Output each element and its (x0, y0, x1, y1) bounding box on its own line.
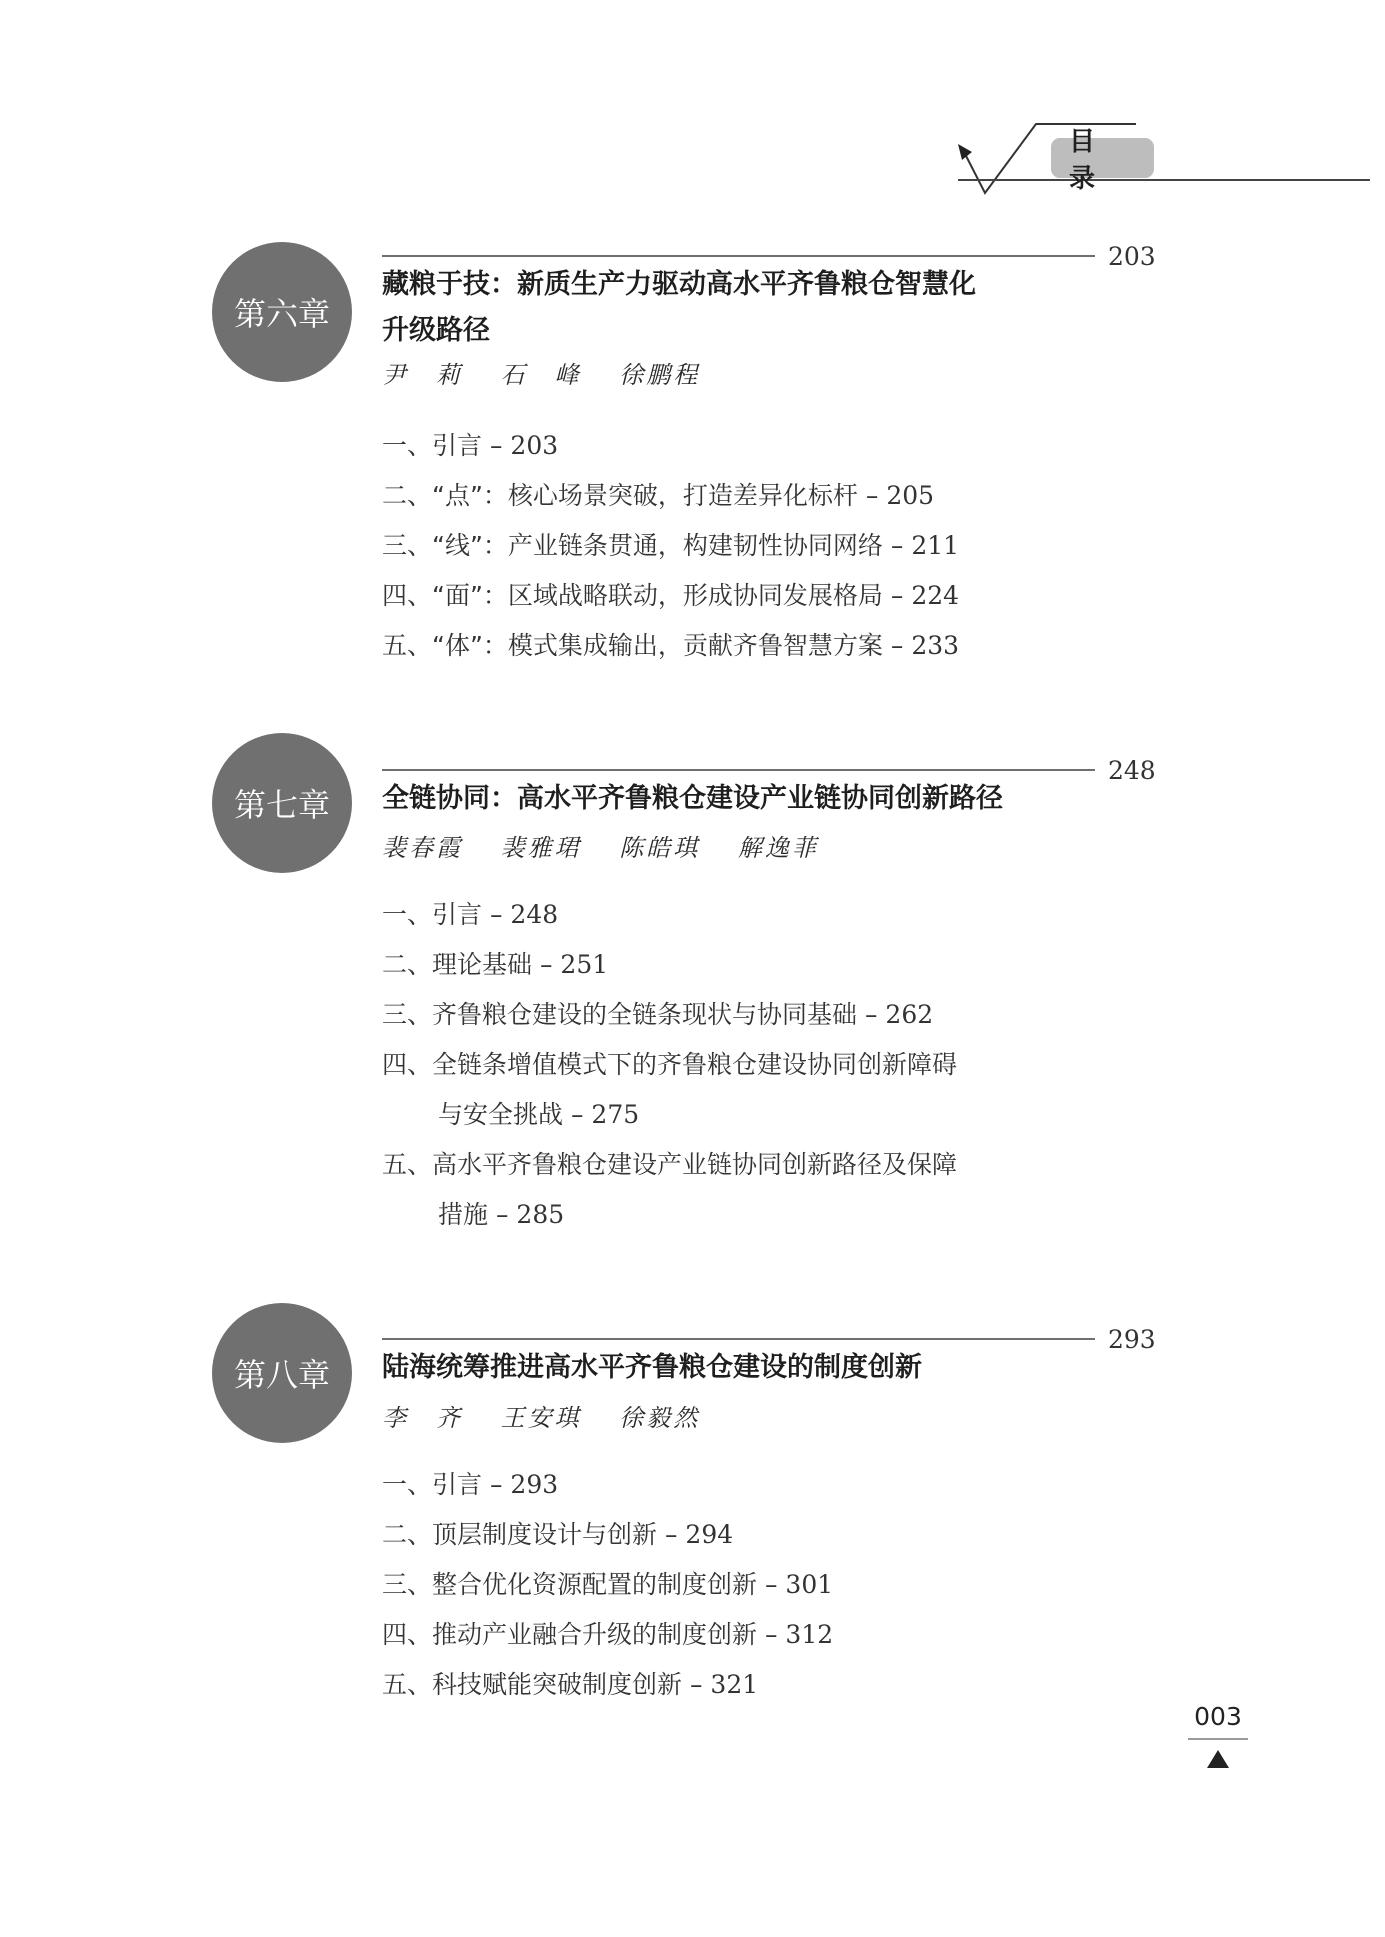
entry-title: 五、“体”：模式集成输出，贡献齐鲁智慧方案 (382, 631, 883, 660)
entry-title: 五、高水平齐鲁粮仓建设产业链协同创新路径及保障 (382, 1150, 958, 1179)
author-name: 石 峰 (500, 361, 582, 389)
toc-entry[interactable]: 五、科技赋能突破制度创新 – 321 (382, 1670, 759, 1699)
header-decoration (0, 0, 1385, 220)
entry-title: 三、齐鲁粮仓建设的全链条现状与协同基础 (382, 1000, 858, 1029)
toc-header-label: 目 录 (1051, 138, 1154, 178)
toc-entry[interactable]: 三、“线”：产业链条贯通，构建韧性协同网络 – 211 (382, 531, 960, 560)
entry-title: 一、引言 (382, 1470, 483, 1499)
toc-entry[interactable]: 二、理论基础 – 251 (382, 950, 609, 979)
toc-entry[interactable]: 四、“面”：区域战略联动，形成协同发展格局 – 224 (382, 581, 960, 610)
entry-page: 262 (885, 1000, 934, 1029)
entry-page: 251 (560, 950, 609, 979)
entry-page: 321 (710, 1670, 759, 1699)
chapter-authors (382, 828, 819, 863)
toc-entry[interactable] (382, 1040, 957, 1090)
chapter-rule (382, 255, 1095, 257)
toc-entry[interactable]: 一、引言 – 293 (382, 1470, 559, 1499)
chapter-badge: 第七章 (212, 733, 352, 873)
entry-page: 293 (510, 1470, 559, 1499)
toc-entry[interactable]: 四、推动产业融合升级的制度创新 – 312 (382, 1620, 834, 1649)
toc-entry[interactable]: 一、引言 – 248 (382, 900, 559, 929)
entry-title: 一、引言 (382, 431, 483, 460)
toc-entry[interactable]: 三、整合优化资源配置的制度创新 – 301 (382, 1570, 834, 1599)
author-name: 裴雅珺 (500, 834, 582, 862)
entry-page: 203 (510, 431, 559, 460)
toc-entry[interactable]: 五、“体”：模式集成输出，贡献齐鲁智慧方案 – 233 (382, 631, 960, 660)
entry-title: 四、“面”：区域战略联动，形成协同发展格局 (382, 581, 883, 610)
entry-title: 四、推动产业融合升级的制度创新 (382, 1620, 758, 1649)
chapter-title[interactable] (382, 776, 1072, 822)
chapter-title[interactable] (382, 1345, 1072, 1391)
entry-title-continuation: 与安全挑战 (438, 1100, 564, 1129)
entry-title: 二、理论基础 (382, 950, 533, 979)
entry-page: 205 (886, 481, 935, 510)
chapter-authors (382, 355, 700, 390)
author-name: 陈皓琪 (619, 834, 701, 862)
author-name: 尹 莉 (382, 361, 463, 389)
page-number: 003 (1194, 1702, 1242, 1731)
chapter-title-line: 全链协同：高水平齐鲁粮仓建设产业链协同创新路径 (382, 783, 1003, 814)
toc-entry[interactable]: 三、齐鲁粮仓建设的全链条现状与协同基础 – 262 (382, 1000, 934, 1029)
chapter-rule (382, 769, 1095, 771)
author-name: 徐毅然 (619, 1404, 701, 1432)
entry-title: 二、顶层制度设计与创新 (382, 1520, 658, 1549)
entry-page: 285 (516, 1200, 565, 1229)
toc-entry-continuation[interactable]: 措施 – 285 (382, 1190, 957, 1240)
toc-entry[interactable]: 二、顶层制度设计与创新 – 294 (382, 1520, 734, 1549)
entry-page: 224 (911, 581, 960, 610)
toc-entry[interactable]: 二、“点”：核心场景突破，打造差异化标杆 – 205 (382, 481, 935, 510)
entry-page: 211 (911, 531, 960, 560)
entry-page: 312 (785, 1620, 834, 1649)
toc-entry[interactable] (382, 1140, 957, 1190)
entry-title-continuation: 措施 (438, 1200, 489, 1229)
author-name: 李 齐 (382, 1404, 463, 1432)
chapter-authors (382, 1398, 700, 1433)
triangle-up-icon (1205, 1748, 1231, 1770)
entry-title: 四、全链条增值模式下的齐鲁粮仓建设协同创新障碍 (382, 1050, 958, 1079)
entry-title: 三、“线”：产业链条贯通，构建韧性协同网络 (382, 531, 883, 560)
chapter-title-line: 升级路径 (382, 315, 490, 346)
chapter-badge: 第六章 (212, 242, 352, 382)
section-list (382, 1460, 833, 1710)
entry-page: 301 (785, 1570, 834, 1599)
chapter-start-page: 293 (1108, 1325, 1156, 1354)
chapter-title-line: 藏粮于技：新质生产力驱动高水平齐鲁粮仓智慧化 (382, 269, 976, 300)
entry-title: 五、科技赋能突破制度创新 (382, 1670, 683, 1699)
entry-title: 一、引言 (382, 900, 483, 929)
toc-entry-continuation[interactable]: 与安全挑战 – 275 (382, 1090, 957, 1140)
chapter-start-page: 203 (1108, 242, 1156, 271)
chapter-badge: 第八章 (212, 1303, 352, 1443)
entry-page: 275 (591, 1100, 640, 1129)
entry-page: 248 (510, 900, 559, 929)
chapter-start-page: 248 (1108, 756, 1156, 785)
author-name: 徐鹏程 (619, 361, 701, 389)
author-name: 裴春霞 (382, 834, 463, 862)
chapter-rule (382, 1338, 1095, 1340)
toc-entry[interactable]: 一、引言 – 203 (382, 431, 559, 460)
entry-title: 三、整合优化资源配置的制度创新 (382, 1570, 758, 1599)
author-name: 王安琪 (500, 1404, 582, 1432)
entry-page: 294 (685, 1520, 734, 1549)
entry-title: 二、“点”：核心场景突破，打造差异化标杆 (382, 481, 858, 510)
chapter-title-line: 陆海统筹推进高水平齐鲁粮仓建设的制度创新 (382, 1352, 922, 1383)
section-list (382, 890, 957, 1240)
chapter-title[interactable] (382, 262, 1072, 354)
entry-page: 233 (911, 631, 960, 660)
author-name: 解逸菲 (737, 834, 819, 862)
section-list (382, 421, 959, 671)
page-number-rule (1188, 1738, 1248, 1740)
